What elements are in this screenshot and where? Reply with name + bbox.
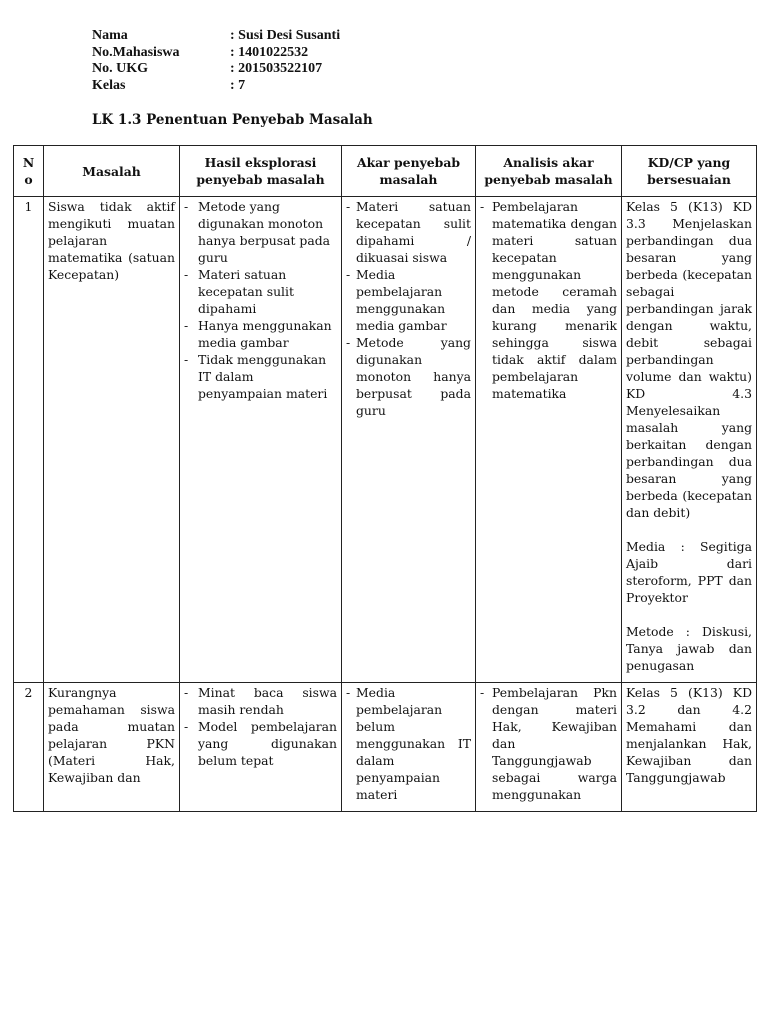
column-header-no: No xyxy=(14,146,44,197)
cell-akar xyxy=(342,197,476,683)
list-item: - Media pembelajaran belum menggunakan IT dalam penyampaian materi xyxy=(346,684,471,803)
table-row xyxy=(14,197,757,683)
list-item: - Hanya menggunakan media gambar xyxy=(184,317,337,351)
list-item: - Pembelajaran matematika dengan materi satuan kecepatan menggunakan metode ceramah dan media yang kurang menarik sehingga siswa tidak aktif dalam pembelajaran matematika xyxy=(480,198,617,402)
column-header-kd: KD/CP yang bersesuaian xyxy=(622,146,757,197)
column-header-analisis: Analisis akar penyebab masalah xyxy=(476,146,622,197)
cell-analisis xyxy=(476,197,622,683)
list-item: - Pembelajaran Pkn dengan materi Hak, Kewajiban dan Tanggungjawab sebagai warga menggunakan xyxy=(480,684,617,803)
cell-kd xyxy=(622,683,757,812)
column-header-masalah: Masalah xyxy=(44,146,180,197)
cell-kd xyxy=(622,197,757,683)
hasil-list xyxy=(184,198,337,402)
list-item: - Metode yang digunakan monoton hanya berpusat pada guru xyxy=(184,198,337,266)
identity-label: Kelas xyxy=(92,77,126,93)
identity-value: : 1401022532 xyxy=(230,44,309,60)
list-item: - Minat baca siswa masih rendah xyxy=(184,684,337,718)
identity-value: : 201503522107 xyxy=(230,61,323,76)
list-item: - Media pembelajaran menggunakan media gambar xyxy=(346,266,471,334)
list-item: - Model pembelajaran yang digunakan belum tepat xyxy=(184,718,337,769)
list-item: - Metode yang digunakan monoton hanya berpusat pada guru xyxy=(346,334,471,419)
identity-header xyxy=(92,28,340,94)
identity-row-noukg xyxy=(92,61,340,78)
row-number: 2 xyxy=(14,683,44,812)
akar-list xyxy=(346,198,471,419)
media-text: Media : Segitiga Ajaib dari steroform, PPT dan Proyektor xyxy=(626,539,752,605)
identity-value: : Susi Desi Susanti xyxy=(230,28,341,43)
identity-row-kelas xyxy=(92,78,340,95)
list-item: - Tidak menggunakan IT dalam penyampaian materi xyxy=(184,351,337,402)
cell-hasil xyxy=(180,683,342,812)
cell-masalah: Kurangnya pemahaman siswa pada muatan pelajaran PKN (Materi Hak, Kewajiban dan xyxy=(44,683,180,812)
identity-label: Nama xyxy=(92,28,128,43)
table-header-row xyxy=(14,146,757,197)
document-title: LK 1.3 Penentuan Penyebab Masalah xyxy=(92,112,373,128)
identity-value: : 7 xyxy=(230,77,246,93)
table-row xyxy=(14,683,757,812)
analisis-list xyxy=(480,684,617,803)
identity-label: No.Mahasiswa xyxy=(92,44,180,60)
identity-row-nomahasiswa xyxy=(92,45,340,62)
row-number: 1 xyxy=(14,197,44,683)
cell-analisis xyxy=(476,683,622,812)
analisis-list xyxy=(480,198,617,402)
cell-akar xyxy=(342,683,476,812)
cell-masalah: Siswa tidak aktif mengikuti muatan pelajaran matematika (satuan Kecepatan) xyxy=(44,197,180,683)
identity-label: No. UKG xyxy=(92,61,148,76)
cell-hasil xyxy=(180,197,342,683)
column-header-akar: Akar penyebab masalah xyxy=(342,146,476,197)
hasil-list xyxy=(184,684,337,769)
kd-text: Kelas 5 (K13) KD 3.3 Menjelaskan perbandingan dua besaran yang berbeda (kecepatan sebagai perbandingan jarak dengan waktu, debit sebagai perbandingan volume dan waktu) KD 4.3 Menyelesaikan masalah yang berkaitan dengan perbandingan dua besaran yang berbeda (kecepatan dan debit) xyxy=(626,199,752,520)
problem-analysis-table xyxy=(13,145,757,812)
list-item: - Materi satuan kecepatan sulit dipahami xyxy=(184,266,337,317)
column-header-hasil: Hasil eksplorasi penyebab masalah xyxy=(180,146,342,197)
identity-row-nama xyxy=(92,28,340,45)
akar-list xyxy=(346,684,471,803)
list-item: - Materi satuan kecepatan sulit dipahami / dikuasai siswa xyxy=(346,198,471,266)
metode-text: Metode : Diskusi, Tanya jawab dan penugasan xyxy=(626,624,752,673)
kd-text: Kelas 5 (K13) KD 3.2 dan 4.2 Memahami dan menjalankan Hak, Kewajiban dan Tanggungjawab xyxy=(626,685,752,785)
